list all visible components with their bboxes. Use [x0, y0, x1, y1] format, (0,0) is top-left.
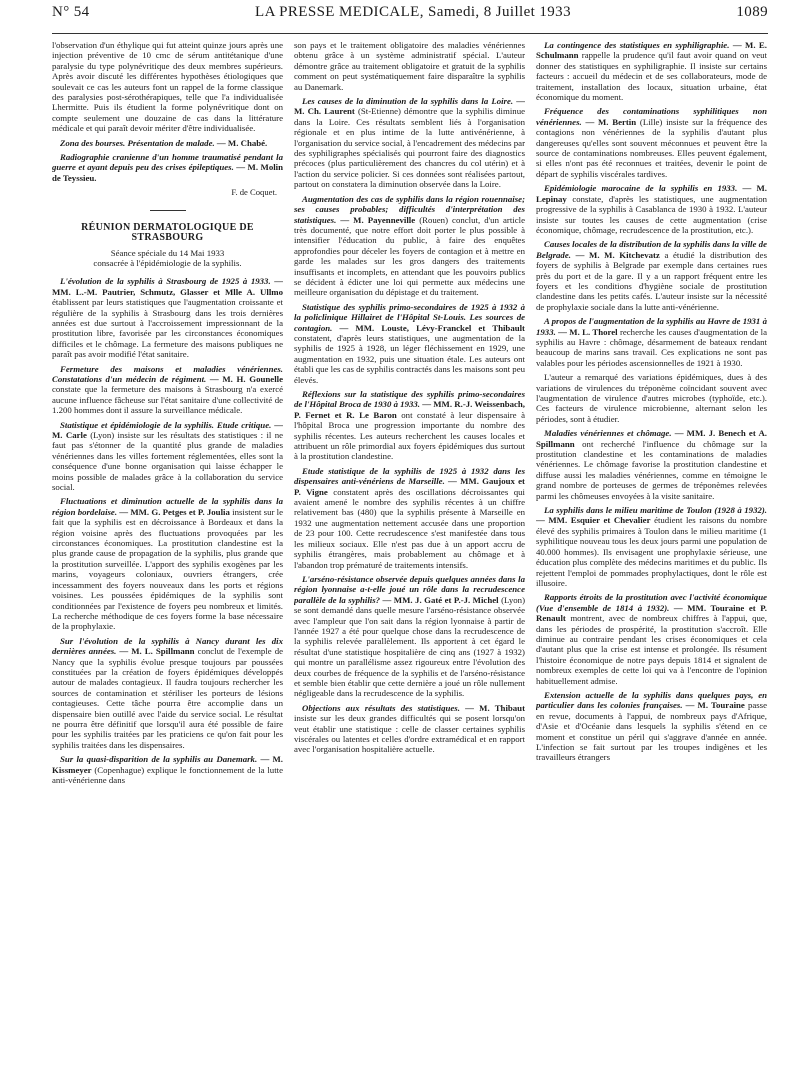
paragraph: [52, 40, 283, 134]
article-bordelaise: [52, 496, 283, 631]
article-author: — MM. Louste, Lévy-Franckel et Thibault: [339, 322, 525, 333]
article-title: Maladies vénériennes et chômage.: [544, 428, 672, 439]
article-text: ont constaté à leur dispensaire à l'hôpital Broca une progression importante du nombre des syphilis récentes. Les auteurs recherchent les causes locales et attribuent un rôle primordial aux foyers épidémiques dus surtout à la prostitution clandestine.: [294, 409, 525, 462]
article-title: Fluctuations et diminution actuelle de la syphilis dans la région bordelaise.: [52, 496, 283, 517]
article-title: Objections aux résultats des statistiques.: [302, 702, 460, 713]
section-divider: [150, 210, 186, 211]
article-author: — MM. L.-M. Pautrier, Schmutz, Glasser et Mlle A. Ullmo: [52, 276, 283, 297]
article-danemark: [52, 754, 283, 785]
article-title: Réflexions sur la statistique des syphilis primo-secondaires de l'Hôpital Broca de 1930 à 1933.: [294, 389, 525, 410]
article-author: — MM. J. Gaté et P.-J. Michel: [382, 594, 499, 605]
article-fermeture: [52, 364, 283, 416]
article-text: a étudié la distribution des foyers de syphilis à Belgrade par exemple dans certaines rues près du port et de la gare. Il y a un rapport fréquent entre les foyers et les conditions d'hygiène sociale de prostitution clandestine dans les petits cafés. L'auteur insiste sur la nécessité de prophylaxie sociale dans la lutte anti-vénérienne.: [536, 249, 767, 312]
article-author: — M. Touraine: [685, 700, 745, 711]
article-title: L'arséno-résistance observée depuis quelques années dans la région lyonnaise a-t-elle joué un rôle dans la recrudescence parallèle de la syphilis?: [294, 573, 525, 605]
article-colonies: [536, 690, 767, 763]
article-loire: [294, 96, 525, 190]
article-text: L'auteur a remarqué des variations épidémiques, dues à des variations de virulences du tréponème coïncidant souvent avec l'augmentation de virulence d'autres microbes (typhoïde, etc.). Ces facteurs de virulence microbienne, alternant selon les périodes, sont à étudier.: [536, 372, 767, 424]
article-arseno: [294, 574, 525, 699]
article-text: (Lyon) insiste sur les résultats des statistiques : il ne faut pas s'étonner de la quantité plus grande de maladies vénériennes dans les villes fortement réglementées, elles sont la conséquence d'une bonne organisation qui laisse échapper le moins possible de malades grâce à la collaboration du service social.: [52, 430, 283, 493]
article-prostitution: [536, 592, 767, 686]
article-author: — MM. Touraine et P. Renault: [536, 602, 767, 624]
header-rule: [52, 33, 768, 34]
article-author: — MM. Gaujoux et P. Vigne: [294, 476, 525, 497]
article-broca: [294, 389, 525, 462]
article-author: — M. Payenneville: [340, 214, 416, 225]
article-text: passe en revue, documents à l'appui, de nombreux pays d'Afrique, d'Asie et d'Océanie dans lesquels la syphilis s'étend en ce moment et constitue un péril qui s'aggrave d'année en année. L'infection se fait surtout par les troupes indigènes et les travailleurs étrangers: [536, 700, 767, 763]
page-number: 1089: [736, 4, 768, 20]
article-title: Sur l'évolution de la syphilis à Nancy durant les dix dernières années.: [52, 635, 283, 657]
session-date: Séance spéciale du 14 Mai 1933: [110, 247, 225, 258]
article-text: (Lyon) se sont demandé dans quelle mesure l'arséno-résistance observée avec l'ampleur que l'on sait dans la région lyonnaise à partir de l'année 1927 a été pour quelque chose dans la recrudescence de la syphilis relevée parallèlement. Ils apportent à cet égard le résultat d'une statistique hospitalière de cinq ans (1927 à 1932) qui montre un parallélisme assez rigoureux entre l'évolution des deux courbes de fréquence de la syphilis et de l'arséno-résistance et semble bien établir que cette dernière a joué un rôle nullement négligeable dans la recrudescence de la syphilis.: [294, 594, 525, 699]
article-text: recherche les causes d'augmentation de la syphilis au Havre : chômage, désarmement de bateaux rendant beaucoup de marins sans travail. Ces explications ne sont pas valables pour les périodes ascensionnelles de 1921 à 1930.: [536, 326, 767, 368]
article-rouen: [294, 194, 525, 298]
paragraph: [536, 372, 767, 424]
article-title: Zona des bourses. Présentation de malade.: [60, 137, 215, 148]
article-author: — MM. Esquier et Chevalier: [536, 515, 651, 526]
article-title: Statistique des syphilis primo-secondaires de 1925 à 1932 à la policlinique Hillairet de l'Hôpital St-Louis. Les sources de contagion.: [294, 301, 525, 333]
article-marseille: [294, 466, 525, 570]
article-statistique: [52, 420, 283, 493]
article-text: (Lille) insiste sur la fréquence des contagions non vénériennes de la syphilis d'autant plus dangereuses qu'elles sont souvent méconnues et peuvent être la source de contaminations nombreuses. Elles peuvent également, si elles n'ont pas été reconnues et traitées, devenir le point de départ de syphilis viscérales tardives.: [536, 116, 767, 179]
article-st-louis: [294, 302, 525, 385]
article-text: établissent par leurs statistiques que l'augmentation croissante et régulière de la syphilis à Strasbourg dans les trois dernières années est due surtout à l'accroissement impressionnant de la prostitution libre, favorisée par les circonstances économiques difficiles et le chômage. La fermeture des maisons publiques ne paraît pas avoir modifié l'état sanitaire.: [52, 297, 283, 360]
column-2: [294, 40, 525, 1076]
article-author: — M. Kissmeyer: [52, 754, 283, 775]
session-topic: consacrée à l'épidémiologie de la syphilis.: [93, 257, 242, 268]
article-title: Epidémiologie marocaine de la syphilis en 1933.: [544, 183, 738, 194]
article-author: — MM. R.-J. Weissenbach, P. Fernet et R. Le Baron: [294, 399, 525, 420]
article-belgrade: [536, 239, 767, 312]
article-title: Sur la quasi-disparition de la syphilis au Danemark.: [60, 754, 258, 765]
article-title: Statistique et épidémiologie de la syphilis. Etude critique.: [60, 419, 272, 430]
article-title: La syphilis dans le milieu maritime de Toulon (1928 à 1932).: [544, 505, 767, 516]
article-author: — M. E. Schulmann: [536, 40, 767, 61]
article-author: — M. Lepinay: [536, 183, 767, 204]
article-text: constate que la fermeture des maisons à Strasbourg n'a exercé aucune influence fâcheuse sur l'état sanitaire d'une collectivité de 1.200 hommes dont il assure la surveillance médicale.: [52, 384, 283, 416]
article-author: — M. Thibaut: [465, 702, 525, 713]
article-nancy: [52, 636, 283, 750]
article-title: Fréquence des contaminations syphilitiques non vénériennes.: [536, 106, 767, 127]
article-author: — M. M. Kitchevatz: [575, 249, 660, 260]
article-contingence: [536, 40, 767, 102]
article-text: constate, d'après les statistiques, une augmentation progressive de la syphilis à Casablanca de 1930 à 1932. L'auteur insiste sur toutes les causes de cette augmentation (crise économique, chômage, recrudescence de la prostitution, etc.).: [536, 193, 767, 235]
article-text: rappelle la prudence qu'il faut avoir quand on veut donner des statistiques en syphiligraphie. Il insiste sur certains facteurs : accueil du médecin et de ses collaborateurs, mode de traitement, installation des locaux, situation urbaine, état économique du moment.: [536, 50, 767, 103]
article-title: La contingence des statistiques en syphiligraphie.: [544, 40, 730, 50]
article-author: — M. Ch. Laurent: [294, 96, 525, 117]
article-text: constatent après des oscillations décroissantes qui avaient amené le nombre des syphilis récentes à un chiffre relativement bas (480) que la syphilis présente à Marseille en 1932 une augmentation nettement accusée dans une proportion de 23 pour 100. Cette recrudescence s'est manifestée dans tous les milieux sociaux. Elle n'est pas due à un apport accru de syphilis étrangères, mais probablement au chômage et à l'abandon trop prématuré de traitements intensifs.: [294, 486, 525, 570]
article-zona: [52, 138, 283, 148]
column-3: [536, 40, 767, 1076]
column-1: [52, 40, 283, 1076]
article-text: ont recherché l'influence du chômage sur la prostitution clandestine et les contaminations de maladies vénériennes. Le chômage favorise la prostitution clandestine et diffuse aussi les maladies vénériennes, comme en témoigne le grand nombre de porteuses de germes de tréponèmes relevées parmi les chômeuses envoyées à la visite sanitaire.: [536, 438, 767, 501]
article-author: — MM. G. Petges et P. Joulia: [119, 506, 230, 517]
article-author: — M. Molin de Teyssieu.: [52, 162, 283, 183]
article-author: — M. H. Gounelle: [209, 373, 283, 384]
article-title: L'évolution de la syphilis à Strasbourg de 1925 à 1933.: [60, 276, 271, 287]
running-header: [52, 4, 768, 32]
article-title: Fermeture des maisons et maladies vénériennes. Constatations d'un médecin de régiment.: [52, 363, 283, 384]
article-author: — M. Bertin: [585, 116, 637, 127]
article-title: Augmentation des cas de syphilis dans la région rouennaise; ses causes probables; difficultés d'interprétation des statistiques.: [294, 193, 525, 225]
article-marocaine: [536, 183, 767, 235]
article-chomage: [536, 428, 767, 501]
article-author: — M. Carle: [52, 419, 283, 440]
article-text: (St-Etienne) démontre que la syphilis diminue dans la Loire. Ces résultats semblent liés à l'organisation régionale et en plus intime de la lutte antivénérienne, à l'organisation du service social, à l'encadrement des médecins par des syphiligraphes spécialisés qui pourront faire des diagnostics précoces (plus particulièrement des chancres du col utérin) et à l'action du service policier. Si ces données sont réalisées partout, partout on constatera la diminution observée dans la Loire.: [294, 106, 525, 190]
article-author: — MM. J. Benech et A. Spillmann: [536, 428, 767, 449]
article-title: Les causes de la diminution de la syphilis dans la Loire.: [302, 96, 514, 107]
article-title: Radiographie cranienne d'un homme traumatisé pendant la guerre et ayant depuis peu des crises épileptiques.: [52, 152, 283, 173]
article-author: — M. Chabé.: [216, 137, 268, 148]
article-text: conclut de l'exemple de Nancy que la syphilis évolue presque toujours par poussées constituées par la création de foyers épidémiques développés autour de malades contagieux. Il faudra toujours rechercher les sources de contamination et stériliser les porteurs de lésions contagieuses. Cette tâche pourra être accomplie dans un dispensaire bien outillé avec l'aide du service social. Le résultat ne pourra être définitif que lorsqu'il aura été possible de faire pour les syphilis traitées par les praticiens ce qu'on fait pour les syphilis traitées dans les dispensaires.: [52, 646, 283, 750]
paragraph: [294, 40, 525, 92]
article-havre: [536, 316, 767, 368]
article-radiographie: [52, 152, 283, 183]
issue-number: N° 54: [52, 4, 90, 20]
article-text: étudient les raisons du nombre élevé des syphilis primaires à Toulon dans le milieu maritime (1 syphilitique nouveau tous les deux jours parmi une population de 40.000 hommes). Ils envisagent une prophylaxie sérieuse, une éducation plus complète des médecins maritimes et du public. Ils rejettent l'emploi de pommades prophylactiques, dont le rôle est illusoire.: [536, 515, 767, 588]
journal-title-date: LA PRESSE MEDICALE, Samedi, 8 Juillet 1933: [255, 4, 571, 20]
article-strasbourg: [52, 276, 283, 359]
article-objections: [294, 703, 525, 755]
paragraph-text: son pays et le traitement obligatoire des maladies vénériennes obtenu grâce à un système administratif spécial. L'auteur démontre grâce au traitement obligatoire et gratuit de la syphilis comment on peut systématiquement faire disparaître la syphilis au Danemark.: [294, 40, 525, 92]
signature: F. de Coquet.: [231, 187, 277, 198]
article-author: — M. L. Thorel: [558, 326, 618, 337]
article-text: insistent sur le fait que la syphilis est en décroissance à Bordeaux et dans la région voisine après des fluctuations provoquées par les circonstances économiques. La prostitution clandestine est la plus grande cause de propagation de la syphilis, plus grande que la prostitution surveillée. L'apport des syphilis exogènes par les marins, voyageurs coloniaux, ouvriers étrangers, crée incessamment des foyers nouveaux dans les ports et régions voisines. Les poussées épidémiques de la syphilis sont conditionnées par l'existence de foyers peu nombreux et limités. La recherche méthodique de ces foyers forme la base nécessaire de la prophylaxie.: [52, 506, 283, 632]
article-title: Rapports étroits de la prostitution avec l'activité économique (Vue d'ensemble de 1814 à 1932).: [536, 592, 767, 613]
article-text: (Copenhague) explique le fonctionnement de la lutte anti-vénérienne dans: [52, 764, 283, 785]
article-text: insiste sur les deux grandes difficultés qui se posent lorsqu'on veut établir une statistique : celle de classer certaines syphilis viscérales ou latentes et celles d'ordre extramédical et en rapport avec l'organisation hospitalière actuelle.: [294, 713, 525, 755]
article-title: A propos de l'augmentation de la syphilis au Havre de 1931 à 1933.: [536, 316, 767, 337]
article-toulon: [536, 505, 767, 588]
paragraph-text: l'observation d'un éthylique qui fut atteint quinze jours après une injection préventive de 10 cmc de sérum antitétanique d'une paralysie du type polynévritique des deux membres supérieurs. Après avoir discuté les différentes hypothèses étiologiques que soulevait ce cas les auteurs font un rappel de la forme classique des paralysies post-sérothérapiques, telle que l'a individualisée Lhermitte. Puis ils étudient la forme polynévritique dont on compte seulement une douzaine de cas dans la littérature médicale et qui paraît devoir mériter d'être individualisée.: [52, 40, 283, 134]
section-title: RÉUNION DERMATOLOGIQUE DE STRASBOURG: [81, 221, 254, 244]
article-text: montrent, avec de nombreux chiffres à l'appui, que, dans les périodes de prospérité, la prostitution s'accroît. Elle diminue au contraire pendant les crises économiques et cela d'autant plus que la crise est intense et prolongée. Ils résument l'histoire économique de notre pays depuis 1814 et signalent de nombreux exemples de cette loi qui va à l'encontre de l'opinion habituellement admise.: [536, 613, 767, 686]
article-author: — M. L. Spillmann: [119, 646, 195, 657]
article-title: Extension actuelle de la syphilis dans quelques pays, en particulier dans les colonies françaises.: [536, 689, 767, 711]
article-title: Etude statistique de la syphilis de 1925 à 1932 dans les dispensaires anti-vénériens de Marseille.: [294, 465, 525, 487]
article-title: Causes locales de la distribution de la syphilis dans la ville de Belgrade.: [536, 239, 767, 260]
section-subtitle: [52, 248, 283, 269]
article-non-veneriennes: [536, 106, 767, 179]
article-text: (Rouen) conclut, d'un article très documenté, que notre effort doit porter le plus possible à intensifier l'éducation du public, à faire des enquêtes approfondies pour déceler les foyers de contagion et à mettre en garde les malades sur les gros dangers des traitements insuffisants et incomplets, en attendant que les pouvoirs publics se décident à édicter une loi qui permette aux médecins une meilleure organisation du dépistage et du traitement.: [294, 214, 525, 298]
article-text: constatent, d'après leurs statistiques, une augmentation de la syphilis de 1925 à 1928, un léger fléchissement en 1929, une augmentation en 1932, puis une situation étale. Les auteurs ont établi que les cas de syphilis contractés dans les maisons sont peu élevés.: [294, 332, 525, 385]
text-columns: [52, 40, 768, 1076]
